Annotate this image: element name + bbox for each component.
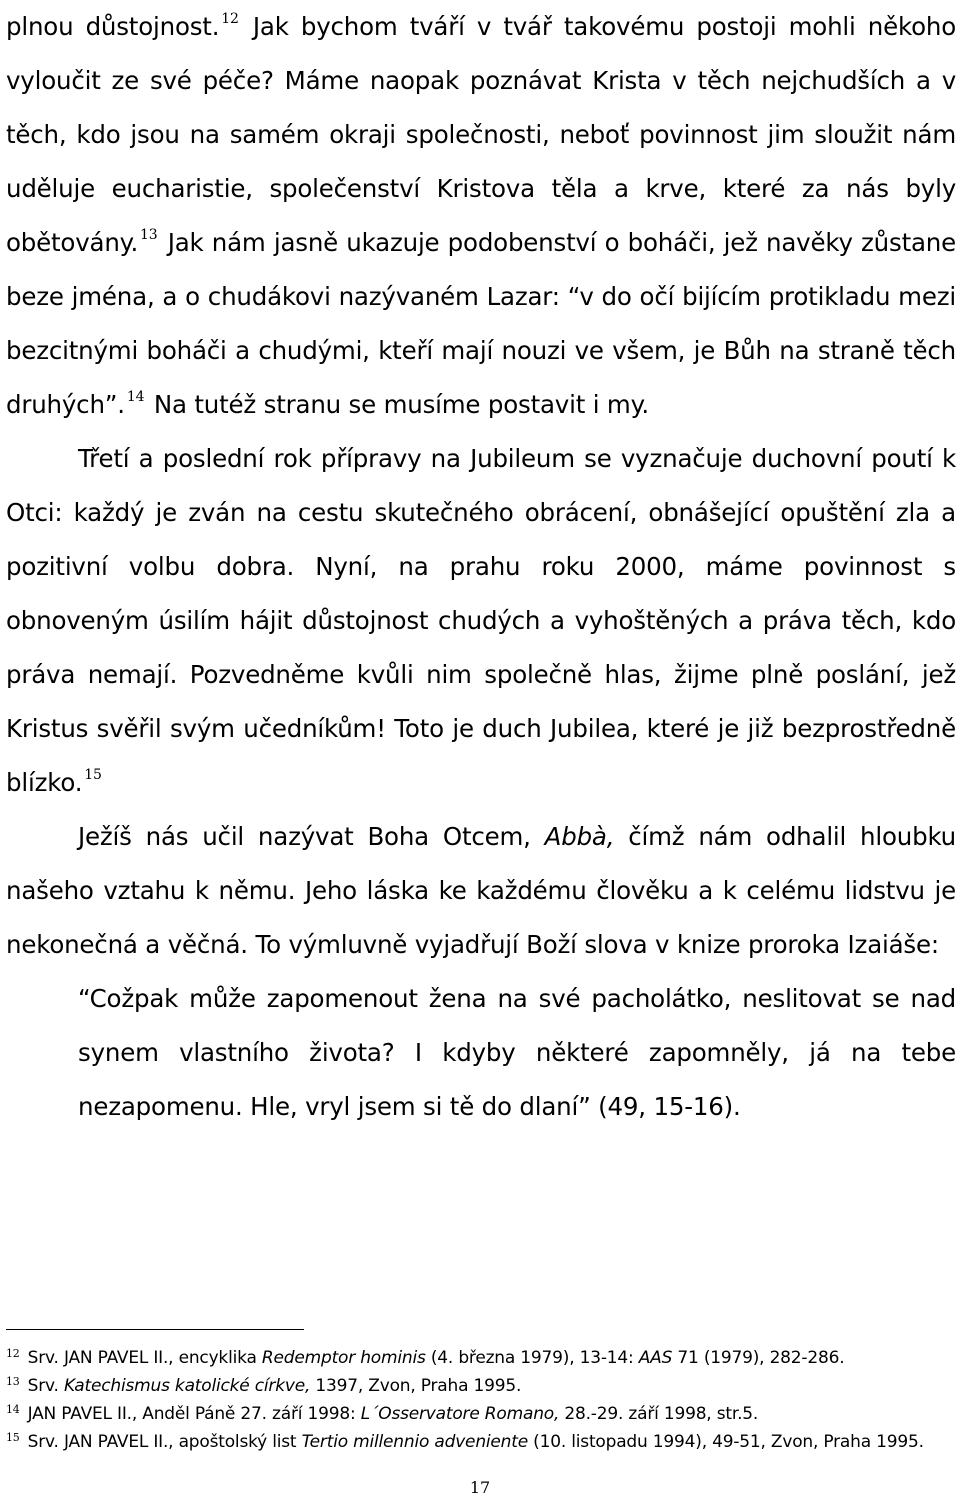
footnote-reference: 14 xyxy=(126,389,145,405)
footnote-list xyxy=(6,1342,956,1454)
text-run: čímž nám odhalil hloubku našeho vztahu k němu. Jeho láska ke každému člověku a k celému lidstvu je nekonečná a věčná. To výmluvně vyjadřují Boží slova v knize proroka Izaiáše: xyxy=(6,822,956,959)
footnote-number: 12 xyxy=(6,1347,20,1360)
italic-title: L´Osservatore Romano, xyxy=(360,1404,560,1424)
footnotes xyxy=(6,1329,956,1454)
italic-title: Abbà, xyxy=(544,822,615,851)
footnote-item xyxy=(6,1370,956,1398)
text-run: Srv. JAN PAVEL II., apoštolský list xyxy=(27,1432,302,1452)
text-run: plnou důstojnost. xyxy=(6,12,220,41)
italic-title: Redemptor hominis xyxy=(261,1348,426,1368)
page-number: 17 xyxy=(469,1478,491,1497)
text-run: 71 (1979), 282-286. xyxy=(672,1348,845,1368)
paragraph xyxy=(6,810,956,972)
text-run: 28.-29. září 1998, str.5. xyxy=(559,1404,759,1424)
footnote-reference: 12 xyxy=(221,11,239,27)
footnote-number: 14 xyxy=(6,1403,20,1416)
block-quote: “Cožpak může zapomenout žena na své pacholátko, neslitovat se nad synem vlastního života? I kdyby některé zapomněly, já na tebe nezapomenu. Hle, vryl jsem si tě do dlaní” (49, 15-16). xyxy=(78,984,956,1121)
text-run: Srv. JAN PAVEL II., encyklika xyxy=(27,1348,262,1368)
paragraph xyxy=(6,432,956,810)
text-run: Třetí a poslední rok přípravy na Jubileum se vyznačuje duchovní poutí k Otci: každý je zván na cestu skutečného obrácení, obnášející opuštění zla a pozitivní volbu dobra. Nyní, na prahu roku 2000, máme povinnost s obnoveným úsilím hájit důstojnost chudých a vyhoštěných a práva těch, kdo práva nemají. Pozvedněme kvůli nim společně hlas, žijme plně poslání, jež Kristus svěřil svým učedníkům! Toto je duch Jubilea, které je již bezprostředně blízko. xyxy=(6,444,956,797)
footnote-item xyxy=(6,1426,956,1454)
text-run: Na tutéž stranu se musíme postavit i my. xyxy=(146,390,649,419)
text-run: Ježíš nás učil nazývat Boha Otcem, xyxy=(78,822,545,851)
text-run: JAN PAVEL II., Anděl Páně 27. září 1998: xyxy=(27,1404,361,1424)
text-run: (4. března 1979), 13-14: xyxy=(425,1348,639,1368)
document-body xyxy=(6,0,956,1134)
italic-title: AAS xyxy=(638,1348,673,1368)
text-run: (10. listopadu 1994), 49-51, Zvon, Praha 1995. xyxy=(527,1432,924,1452)
footnote-separator xyxy=(6,1329,304,1330)
footnote-number: 15 xyxy=(6,1431,20,1444)
footnote-number: 13 xyxy=(6,1375,20,1388)
footnote-item xyxy=(6,1398,956,1426)
italic-title: Tertio millennio adveniente xyxy=(301,1432,528,1452)
text-run: Jak nám jasně ukazuje podobenství o boháči, jež navěky zůstane beze jména, a o chudákovi nazývaném Lazar: “v do očí bijícím protikladu mezi bezcitnými boháči a chudými, kteří mají nouzi ve všem, je Bůh na straně těch druhých”. xyxy=(6,228,956,419)
text-run: Jak bychom tváří v tvář takovému postoji mohli někoho vyloučit ze své péče? Máme naopak poznávat Krista v těch nejchudších a v těch, kdo jsou na samém okraji společnosti, neboť povinnost jim sloužit nám uděluje eucharistie, společenství Kristova těla a krve, které za nás byly obětovány. xyxy=(6,12,957,257)
main-text xyxy=(6,0,956,972)
footnote-reference: 15 xyxy=(84,767,102,783)
text-run: Srv. xyxy=(27,1376,64,1396)
paragraph xyxy=(6,0,956,432)
footnote-item xyxy=(6,1342,956,1370)
text-run: 1397, Zvon, Praha 1995. xyxy=(310,1376,522,1396)
footnote-reference: 13 xyxy=(140,227,158,243)
italic-title: Katechismus katolické církve, xyxy=(63,1376,311,1396)
